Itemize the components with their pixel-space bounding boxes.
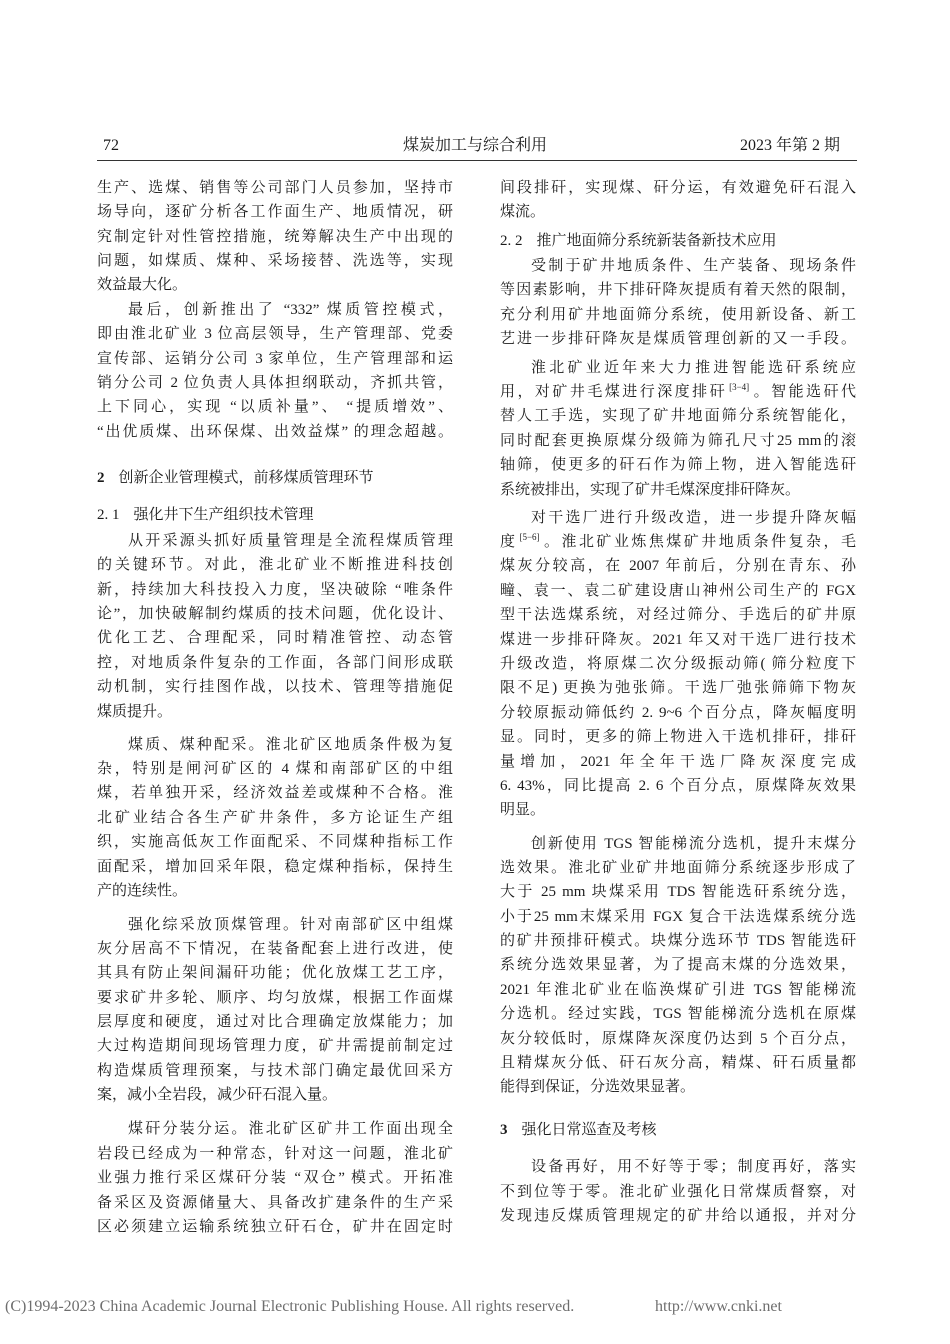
text-line <box>500 530 856 554</box>
text-line: 设备再好，用不好等于零；制度再好，落实 <box>531 1159 856 1176</box>
text-line: 优化工艺、合理配采，同时精准管控、动态管 <box>97 630 453 647</box>
text-line: 替人工手选，实现了矿井地面筛分系统智能化， <box>500 408 856 425</box>
text-segment: 。智能选矸代 <box>751 384 856 401</box>
text-line: 销分公司 2 位负责人具体担纲联动，齐抓共管， <box>97 374 453 391</box>
issue-label: 2023 年第 2 期 <box>739 137 840 154</box>
text-line: 系统分选效果显著，为了提高末煤的分选效果， <box>500 957 856 974</box>
text-line: 区必须建立运输系统独立矸石仓，矿井在固定时 <box>97 1219 453 1235</box>
text-line: 构造煤质管理预案，与技术部门确定最优回采方 <box>97 1062 453 1079</box>
text-line: 同时配套更换原煤分级筛为筛孔尺寸25 mm的滚 <box>500 432 856 449</box>
paragraph <box>500 832 856 1100</box>
paragraph <box>97 733 453 904</box>
text-line: 发现违反煤质管理规定的矿井给以通报，并对分 <box>500 1208 856 1225</box>
section-heading <box>97 466 453 490</box>
paragraph <box>97 298 453 444</box>
text-segment: 用，对矿井毛煤进行深度排矸 <box>500 384 728 401</box>
left-column <box>97 176 453 1240</box>
text-line: 且精煤灰分低、矸石灰分高，精煤、矸石质量都 <box>500 1055 856 1072</box>
text-line: 能得到保证，分选效果显著。 <box>500 1079 696 1096</box>
paragraph <box>97 1117 453 1239</box>
text-line: 备采区及资源储量大、具备改扩建条件的生产采 <box>97 1194 453 1211</box>
text-line: 案，减小全岩段，减少矸石混入量。 <box>97 1087 338 1104</box>
text-line: 最后，创新推出了 “332” 煤质管控模式， <box>128 301 453 318</box>
text-line: 对干选厂进行升级改造，进一步提升降灰幅 <box>531 509 856 526</box>
text-line: 显。同时，更多的筛上物进入干选机排矸，排矸 <box>500 729 856 746</box>
subsection-title: 强化井下生产组织技术管理 <box>133 507 314 524</box>
text-line: 受制于矿井地质条件、生产装备、现场条件 <box>531 257 856 274</box>
text-line: 强化综采放顶煤管理。针对南部矿区中组煤 <box>128 916 453 933</box>
page-footer <box>0 1296 950 1318</box>
page-number: 72 <box>103 137 119 154</box>
text-line: 面配采，增加回采年限，稳定煤种指标，保持生 <box>97 858 453 875</box>
text-line: 业强力推行采区煤矸分装 “双仓” 模式。开拓准 <box>97 1170 453 1187</box>
citation-ref: [3−4] <box>729 382 750 393</box>
text-line: 等因素影响，井下排矸降灰提质有着天然的限制， <box>500 282 856 299</box>
text-line: 煤进一步排矸降灰。2021 年又对干选厂进行技术 <box>500 631 856 648</box>
section-title: 创新企业管理模式，前移煤质管理环节 <box>118 469 374 487</box>
text-line: 煤质、煤种配采。淮北矿区地质条件极为复 <box>128 736 453 753</box>
text-line: 即由淮北矿业 3 位高层领导，生产管理部、党委 <box>97 326 453 343</box>
text-line: 要求矿井多轮、顺序、均匀放煤，根据工作面煤 <box>97 989 453 1006</box>
text-line: 淮北矿业近年来大力推进智能选矸系统应 <box>531 359 856 376</box>
text-line: 分较原振动筛低约 2. 9~6 个百分点，降灰幅度明 <box>500 704 856 721</box>
text-line: 动机制，实行挂图作战，以技术、管理等措施促 <box>97 679 453 696</box>
paragraph <box>500 254 856 352</box>
text-line: 煤矸分装分运。淮北矿区矿井工作面出现全 <box>128 1121 453 1138</box>
section-number: 3 <box>500 1122 508 1139</box>
text-line: 的矿井预排矸模式。块煤分选环节 TDS 智能选矸 <box>500 933 856 950</box>
subsection-title: 推广地面筛分系统新装备新技术应用 <box>536 232 777 249</box>
paragraph <box>500 356 856 502</box>
text-line: 煤流。 <box>500 204 546 221</box>
journal-title: 煤炭加工与综合利用 <box>402 137 547 154</box>
citation-ref: [5−6] <box>519 532 540 543</box>
text-line: 升级改造，将原煤二次分级振动筛( 筛分粒度下 <box>500 655 856 672</box>
text-line: 明显。 <box>500 802 546 819</box>
text-line: 小于25 mm末煤采用 FGX 复合干法选煤系统分选 <box>500 908 856 925</box>
subsection-heading <box>500 229 856 253</box>
header-rule <box>97 160 857 161</box>
text-line: 间段排矸，实现煤、矸分运，有效避免矸石混入 <box>500 179 856 196</box>
text-line: 创新使用 TGS 智能梯流分选机，提升末煤分 <box>531 835 856 852</box>
subsection-number: 2. 1 <box>97 507 120 524</box>
text-line: 宣传部、运销分公司 3 家单位，生产管理部和运 <box>97 350 453 367</box>
section-number: 2 <box>97 470 105 487</box>
text-line: 大过构造期间现场管理力度，矿井需提前制定过 <box>97 1038 453 1055</box>
copyright-notice: (C)1994-2023 China Academic Journal Electronic Publishing House. All rights reserved. <box>5 1298 575 1315</box>
text-line: 从开采源头抓好质量管理是全流程煤质管理 <box>128 532 453 549</box>
text-line: “出优质煤、出环保煤、出效益煤” 的理念超越。 <box>97 423 453 440</box>
text-line: 大于 25 mm 块煤采用 TDS 智能选矸系统分选， <box>500 884 856 901</box>
text-line: 北矿业结合各生产矿井条件，多方论证生产组 <box>97 809 453 826</box>
text-line: 煤，若单独开采，经济效益差或煤种不合格。淮 <box>97 785 453 802</box>
text-line: 其具有防止架间漏矸功能；优化放煤工艺工序， <box>97 965 453 982</box>
text-line: 灰分居高不下情况，在装备配套上进行改进，使 <box>97 940 453 957</box>
right-column <box>500 176 856 1229</box>
text-line: 效益最大化。 <box>97 277 188 294</box>
text-line: 场导向，逐矿分析各工作面生产、地质情况，研 <box>97 204 453 221</box>
text-line <box>500 380 856 404</box>
text-line: 不到位等于零。淮北矿业强化日常煤质督察，对 <box>500 1183 856 1200</box>
paragraph <box>500 1155 856 1228</box>
section-title: 强化日常巡查及考核 <box>521 1121 657 1139</box>
text-line: 论”，加快破解制约煤质的技术问题，优化设计、 <box>97 606 453 623</box>
section-heading <box>500 1118 856 1142</box>
text-line: 控，对地质条件复杂的工作面，各部门间形成联 <box>97 654 453 671</box>
text-line: 充分利用矿井地面筛分系统，使用新设备、新工 <box>500 306 856 323</box>
text-line: 轴筛，使更多的矸石作为筛上物，进入智能选矸 <box>500 457 856 474</box>
text-line: 问题，如煤质、煤种、采场接替、洗选等，实现 <box>97 252 453 269</box>
text-line: 分选机。经过实践，TGS 智能梯流分选机在原煤 <box>500 1006 856 1023</box>
text-line: 织，实施高低灰工作面配采、不同煤种指标工作 <box>97 834 453 851</box>
text-segment: 。淮北矿业炼焦煤矿井地质条件复杂，毛 <box>541 534 856 551</box>
text-line: 的关键环节。对此，淮北矿业不断推进科技创 <box>97 557 453 574</box>
text-line: 灰分较低时，原煤降灰深度仍达到 5 个百分点， <box>500 1030 856 1047</box>
text-line: 艺进一步排矸降灰是煤质管理创新的又一手段。 <box>500 330 856 347</box>
subsection-heading <box>97 503 453 527</box>
text-line: 生产、选煤、销售等公司部门人员参加，坚持市 <box>97 179 453 196</box>
text-line: 新，持续加大科技投入力度，坚决破除 “唯条件 <box>97 581 453 598</box>
paragraph <box>97 176 453 298</box>
text-line: 量增加，2021 年全年干选厂降灰深度完成 <box>500 753 856 770</box>
paragraph <box>97 913 453 1108</box>
text-line: 煤灰分较高，在 2007 年前后，分别在青东、孙 <box>500 558 856 575</box>
running-head <box>0 135 950 157</box>
subsection-number: 2. 2 <box>500 232 523 249</box>
text-line: 上下同心，实现 “以质补量”、 “提质增效”、 <box>97 399 453 416</box>
text-line: 岩段已经成为一种常态，针对这一问题，淮北矿 <box>97 1145 453 1162</box>
paragraph <box>500 506 856 823</box>
text-line: 杂，特别是闸河矿区的 4 煤和南部矿区的中组 <box>97 760 453 777</box>
text-line: 限不足) 更换为弛张筛。干选厂弛张筛筛下物灰 <box>500 680 856 697</box>
text-line: 系统被排出，实现了矿井毛煤深度排矸降灰。 <box>500 481 801 498</box>
text-segment: 度 <box>500 534 518 551</box>
publisher-url: http://www.cnki.net <box>655 1298 782 1315</box>
text-line: 2021 年淮北矿业在临涣煤矿引进 TGS 智能梯流 <box>500 981 856 998</box>
text-line: 究制定针对性管控措施，统筹解决生产中出现的 <box>97 228 453 245</box>
text-line: 6. 43%，同比提高 2. 6 个百分点，原煤降灰效果 <box>500 777 856 794</box>
text-line: 产的连续性。 <box>97 882 188 899</box>
paragraph <box>500 176 856 225</box>
text-line: 层厚度和硬度，通过对比合理确定放煤能力；加 <box>97 1014 453 1031</box>
text-line: 疃、袁一、袁二矿建设唐山神州公司生产的 FGX <box>500 582 856 599</box>
paragraph <box>97 529 453 724</box>
text-line: 型干法选煤系统，对经过筛分、手选后的矿井原 <box>500 607 856 624</box>
text-line: 选效果。淮北矿业矿井地面筛分系统逐步形成了 <box>500 859 856 876</box>
text-line: 煤质提升。 <box>97 703 173 720</box>
